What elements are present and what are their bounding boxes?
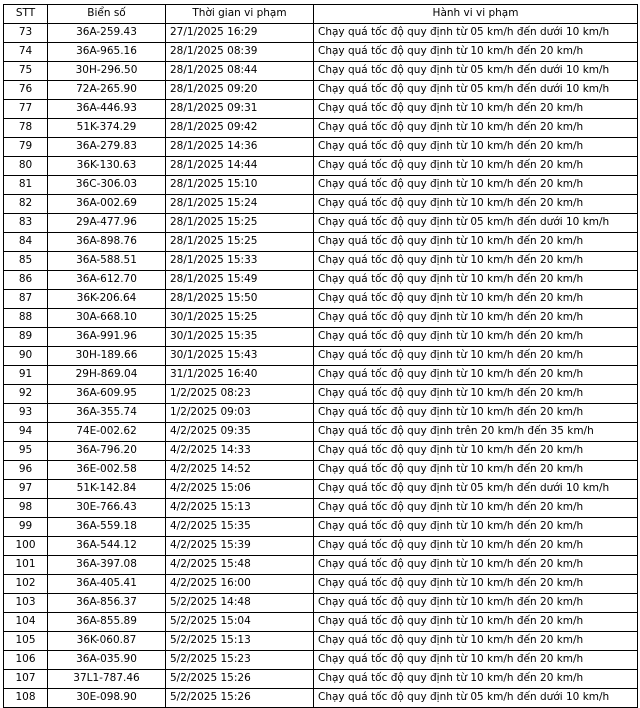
- cell-stt: 104: [4, 613, 48, 632]
- cell-time: 5/2/2025 15:13: [166, 632, 314, 651]
- cell-stt: 78: [4, 119, 48, 138]
- cell-plate: 36A-002.69: [48, 195, 166, 214]
- cell-plate: 36A-856.37: [48, 594, 166, 613]
- cell-time: 28/1/2025 08:39: [166, 43, 314, 62]
- cell-plate: 36A-559.18: [48, 518, 166, 537]
- table-row: [4, 366, 638, 385]
- table-row: [4, 499, 638, 518]
- table-row: [4, 613, 638, 632]
- table-row: [4, 385, 638, 404]
- cell-plate: 51K-374.29: [48, 119, 166, 138]
- cell-stt: 88: [4, 309, 48, 328]
- cell-behavior: Chạy quá tốc độ quy định từ 10 km/h đến 20 km/h: [314, 461, 638, 480]
- cell-plate: 72A-265.90: [48, 81, 166, 100]
- cell-time: 4/2/2025 15:39: [166, 537, 314, 556]
- cell-plate: 36K-130.63: [48, 157, 166, 176]
- cell-time: 28/1/2025 09:20: [166, 81, 314, 100]
- cell-time: 4/2/2025 15:35: [166, 518, 314, 537]
- table-body: [4, 24, 638, 708]
- table-row: [4, 195, 638, 214]
- cell-behavior: Chạy quá tốc độ quy định từ 10 km/h đến 20 km/h: [314, 233, 638, 252]
- cell-behavior: Chạy quá tốc độ quy định từ 10 km/h đến 20 km/h: [314, 347, 638, 366]
- cell-plate: 36A-355.74: [48, 404, 166, 423]
- cell-behavior: Chạy quá tốc độ quy định từ 10 km/h đến 20 km/h: [314, 670, 638, 689]
- cell-behavior: Chạy quá tốc độ quy định từ 10 km/h đến 20 km/h: [314, 176, 638, 195]
- table-row: [4, 423, 638, 442]
- cell-behavior: Chạy quá tốc độ quy định từ 10 km/h đến 20 km/h: [314, 119, 638, 138]
- cell-plate: 36K-060.87: [48, 632, 166, 651]
- violations-table: [3, 4, 638, 708]
- cell-stt: 98: [4, 499, 48, 518]
- violation-table-sheet: [0, 4, 640, 708]
- cell-behavior: Chạy quá tốc độ quy định từ 10 km/h đến 20 km/h: [314, 43, 638, 62]
- cell-plate: 36A-397.08: [48, 556, 166, 575]
- table-row: [4, 480, 638, 499]
- cell-stt: 93: [4, 404, 48, 423]
- cell-behavior: Chạy quá tốc độ quy định từ 05 km/h đến dưới 10 km/h: [314, 689, 638, 708]
- cell-plate: 36A-898.76: [48, 233, 166, 252]
- cell-time: 28/1/2025 14:44: [166, 157, 314, 176]
- table-row: [4, 632, 638, 651]
- cell-behavior: Chạy quá tốc độ quy định từ 05 km/h đến dưới 10 km/h: [314, 62, 638, 81]
- table-row: [4, 461, 638, 480]
- cell-behavior: Chạy quá tốc độ quy định từ 10 km/h đến 20 km/h: [314, 651, 638, 670]
- cell-stt: 86: [4, 271, 48, 290]
- cell-plate: 36A-588.51: [48, 252, 166, 271]
- cell-stt: 94: [4, 423, 48, 442]
- table-header: [4, 5, 638, 24]
- column-header-time: Thời gian vi phạm: [166, 5, 314, 24]
- cell-plate: 30H-189.66: [48, 347, 166, 366]
- cell-behavior: Chạy quá tốc độ quy định từ 10 km/h đến 20 km/h: [314, 271, 638, 290]
- cell-behavior: Chạy quá tốc độ quy định từ 10 km/h đến 20 km/h: [314, 442, 638, 461]
- cell-plate: 36A-991.96: [48, 328, 166, 347]
- cell-stt: 107: [4, 670, 48, 689]
- cell-stt: 99: [4, 518, 48, 537]
- cell-time: 1/2/2025 08:23: [166, 385, 314, 404]
- cell-behavior: Chạy quá tốc độ quy định từ 05 km/h đến dưới 10 km/h: [314, 24, 638, 43]
- table-row: [4, 119, 638, 138]
- cell-behavior: Chạy quá tốc độ quy định từ 05 km/h đến dưới 10 km/h: [314, 214, 638, 233]
- cell-behavior: Chạy quá tốc độ quy định từ 10 km/h đến 20 km/h: [314, 632, 638, 651]
- cell-stt: 105: [4, 632, 48, 651]
- table-row: [4, 328, 638, 347]
- cell-behavior: Chạy quá tốc độ quy định từ 10 km/h đến 20 km/h: [314, 252, 638, 271]
- cell-stt: 77: [4, 100, 48, 119]
- cell-stt: 106: [4, 651, 48, 670]
- cell-time: 5/2/2025 14:48: [166, 594, 314, 613]
- cell-time: 5/2/2025 15:26: [166, 670, 314, 689]
- table-row: [4, 62, 638, 81]
- cell-stt: 108: [4, 689, 48, 708]
- cell-stt: 75: [4, 62, 48, 81]
- cell-time: 30/1/2025 15:35: [166, 328, 314, 347]
- table-row: [4, 651, 638, 670]
- cell-time: 4/2/2025 15:13: [166, 499, 314, 518]
- cell-stt: 96: [4, 461, 48, 480]
- cell-stt: 101: [4, 556, 48, 575]
- table-row: [4, 689, 638, 708]
- cell-plate: 36A-855.89: [48, 613, 166, 632]
- table-row: [4, 556, 638, 575]
- cell-stt: 76: [4, 81, 48, 100]
- cell-behavior: Chạy quá tốc độ quy định từ 10 km/h đến 20 km/h: [314, 537, 638, 556]
- cell-plate: 30E-098.90: [48, 689, 166, 708]
- cell-stt: 103: [4, 594, 48, 613]
- cell-stt: 89: [4, 328, 48, 347]
- cell-stt: 102: [4, 575, 48, 594]
- cell-plate: 37L1-787.46: [48, 670, 166, 689]
- cell-time: 28/1/2025 14:36: [166, 138, 314, 157]
- table-row: [4, 43, 638, 62]
- cell-plate: 36A-796.20: [48, 442, 166, 461]
- cell-time: 28/1/2025 09:42: [166, 119, 314, 138]
- cell-time: 4/2/2025 15:48: [166, 556, 314, 575]
- cell-behavior: Chạy quá tốc độ quy định từ 10 km/h đến 20 km/h: [314, 309, 638, 328]
- table-row: [4, 404, 638, 423]
- cell-behavior: Chạy quá tốc độ quy định từ 10 km/h đến 20 km/h: [314, 157, 638, 176]
- cell-time: 5/2/2025 15:23: [166, 651, 314, 670]
- cell-behavior: Chạy quá tốc độ quy định từ 10 km/h đến 20 km/h: [314, 385, 638, 404]
- cell-time: 28/1/2025 15:24: [166, 195, 314, 214]
- table-row: [4, 290, 638, 309]
- cell-time: 28/1/2025 15:25: [166, 214, 314, 233]
- cell-plate: 30A-668.10: [48, 309, 166, 328]
- cell-behavior: Chạy quá tốc độ quy định từ 10 km/h đến 20 km/h: [314, 613, 638, 632]
- cell-plate: 74E-002.62: [48, 423, 166, 442]
- cell-behavior: Chạy quá tốc độ quy định từ 10 km/h đến 20 km/h: [314, 499, 638, 518]
- cell-plate: 30E-766.43: [48, 499, 166, 518]
- cell-plate: 36A-035.90: [48, 651, 166, 670]
- cell-stt: 95: [4, 442, 48, 461]
- cell-plate: 51K-142.84: [48, 480, 166, 499]
- cell-stt: 87: [4, 290, 48, 309]
- cell-plate: 30H-296.50: [48, 62, 166, 81]
- cell-stt: 91: [4, 366, 48, 385]
- cell-stt: 90: [4, 347, 48, 366]
- cell-behavior: Chạy quá tốc độ quy định từ 10 km/h đến 20 km/h: [314, 328, 638, 347]
- cell-time: 28/1/2025 09:31: [166, 100, 314, 119]
- cell-behavior: Chạy quá tốc độ quy định từ 10 km/h đến 20 km/h: [314, 138, 638, 157]
- cell-stt: 100: [4, 537, 48, 556]
- cell-time: 5/2/2025 15:26: [166, 689, 314, 708]
- table-row: [4, 442, 638, 461]
- table-row: [4, 670, 638, 689]
- table-row: [4, 575, 638, 594]
- cell-plate: 36K-206.64: [48, 290, 166, 309]
- cell-time: 28/1/2025 15:10: [166, 176, 314, 195]
- cell-stt: 82: [4, 195, 48, 214]
- cell-time: 31/1/2025 16:40: [166, 366, 314, 385]
- cell-time: 4/2/2025 14:52: [166, 461, 314, 480]
- cell-time: 28/1/2025 15:25: [166, 233, 314, 252]
- cell-time: 5/2/2025 15:04: [166, 613, 314, 632]
- cell-behavior: Chạy quá tốc độ quy định từ 10 km/h đến 20 km/h: [314, 366, 638, 385]
- cell-time: 4/2/2025 15:06: [166, 480, 314, 499]
- cell-time: 27/1/2025 16:29: [166, 24, 314, 43]
- table-row: [4, 347, 638, 366]
- cell-behavior: Chạy quá tốc độ quy định từ 10 km/h đến 20 km/h: [314, 195, 638, 214]
- table-header-row: [4, 5, 638, 24]
- table-row: [4, 214, 638, 233]
- cell-time: 30/1/2025 15:43: [166, 347, 314, 366]
- cell-time: 28/1/2025 15:49: [166, 271, 314, 290]
- cell-plate: 36A-544.12: [48, 537, 166, 556]
- cell-plate: 36A-446.93: [48, 100, 166, 119]
- cell-stt: 74: [4, 43, 48, 62]
- cell-stt: 80: [4, 157, 48, 176]
- cell-plate: 36A-259.43: [48, 24, 166, 43]
- table-row: [4, 518, 638, 537]
- cell-behavior: Chạy quá tốc độ quy định từ 05 km/h đến dưới 10 km/h: [314, 81, 638, 100]
- table-row: [4, 100, 638, 119]
- cell-time: 1/2/2025 09:03: [166, 404, 314, 423]
- cell-time: 28/1/2025 15:33: [166, 252, 314, 271]
- cell-behavior: Chạy quá tốc độ quy định từ 05 km/h đến dưới 10 km/h: [314, 480, 638, 499]
- column-header-plate: Biển số: [48, 5, 166, 24]
- cell-plate: 36A-279.83: [48, 138, 166, 157]
- cell-behavior: Chạy quá tốc độ quy định từ 10 km/h đến 20 km/h: [314, 594, 638, 613]
- cell-plate: 36A-612.70: [48, 271, 166, 290]
- cell-behavior: Chạy quá tốc độ quy định từ 10 km/h đến 20 km/h: [314, 404, 638, 423]
- cell-plate: 29H-869.04: [48, 366, 166, 385]
- table-row: [4, 537, 638, 556]
- cell-stt: 81: [4, 176, 48, 195]
- cell-plate: 36A-609.95: [48, 385, 166, 404]
- cell-behavior: Chạy quá tốc độ quy định từ 10 km/h đến 20 km/h: [314, 575, 638, 594]
- cell-stt: 84: [4, 233, 48, 252]
- cell-stt: 92: [4, 385, 48, 404]
- cell-behavior: Chạy quá tốc độ quy định từ 10 km/h đến 20 km/h: [314, 518, 638, 537]
- cell-stt: 79: [4, 138, 48, 157]
- cell-time: 4/2/2025 09:35: [166, 423, 314, 442]
- cell-stt: 97: [4, 480, 48, 499]
- cell-time: 28/1/2025 15:50: [166, 290, 314, 309]
- table-row: [4, 271, 638, 290]
- cell-stt: 85: [4, 252, 48, 271]
- cell-behavior: Chạy quá tốc độ quy định từ 10 km/h đến 20 km/h: [314, 100, 638, 119]
- cell-time: 4/2/2025 16:00: [166, 575, 314, 594]
- table-row: [4, 81, 638, 100]
- cell-behavior: Chạy quá tốc độ quy định từ 10 km/h đến 20 km/h: [314, 290, 638, 309]
- table-row: [4, 594, 638, 613]
- cell-stt: 83: [4, 214, 48, 233]
- cell-behavior: Chạy quá tốc độ quy định từ 10 km/h đến 20 km/h: [314, 556, 638, 575]
- table-row: [4, 252, 638, 271]
- cell-plate: 36A-405.41: [48, 575, 166, 594]
- cell-plate: 36A-965.16: [48, 43, 166, 62]
- cell-behavior: Chạy quá tốc độ quy định trên 20 km/h đến 35 km/h: [314, 423, 638, 442]
- table-row: [4, 233, 638, 252]
- table-row: [4, 176, 638, 195]
- cell-plate: 36E-002.58: [48, 461, 166, 480]
- cell-time: 28/1/2025 08:44: [166, 62, 314, 81]
- table-row: [4, 309, 638, 328]
- cell-plate: 29A-477.96: [48, 214, 166, 233]
- column-header-stt: STT: [4, 5, 48, 24]
- table-row: [4, 157, 638, 176]
- table-row: [4, 24, 638, 43]
- column-header-behavior: Hành vi vi phạm: [314, 5, 638, 24]
- cell-time: 4/2/2025 14:33: [166, 442, 314, 461]
- cell-plate: 36C-306.03: [48, 176, 166, 195]
- cell-time: 30/1/2025 15:25: [166, 309, 314, 328]
- cell-stt: 73: [4, 24, 48, 43]
- table-row: [4, 138, 638, 157]
